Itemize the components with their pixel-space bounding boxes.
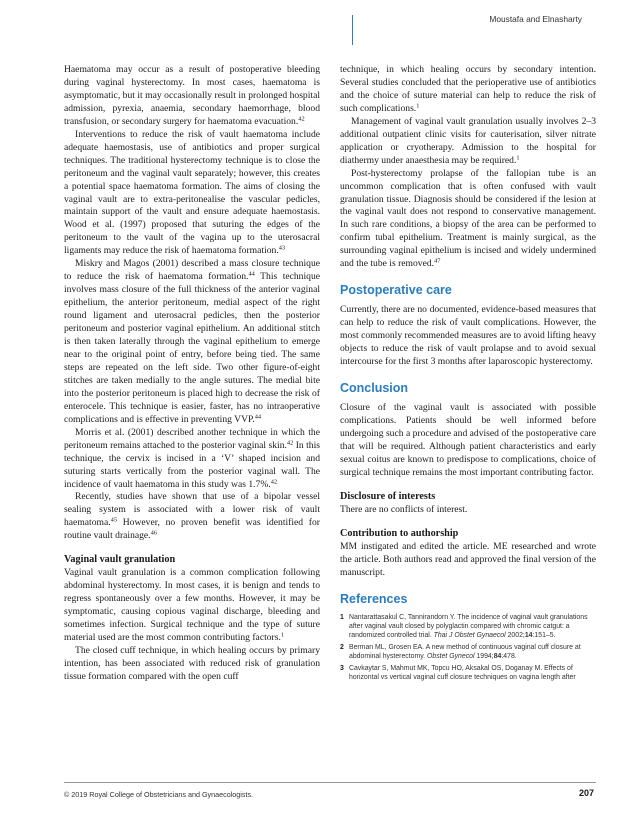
paragraph: Morris et al. (2001) described another technique in which the peritoneum remains attached to the posterior vaginal skin.$^{42}$ In this technique, the cervix is incised in a ‘V’ shaped incision and suturing starts vertically from the posterior vaginal wall. The incidence of vault haematoma in this study was 1.7%.$^{42}$: [64, 426, 320, 490]
subheading-disclosure-of-interests: Disclosure of interests: [340, 490, 436, 502]
subheading-vaginal-vault-granulation: Vaginal vault granulation: [64, 554, 176, 566]
reference-item: 2 Berman ML, Grosen EA. A new method of continuous vaginal cuff closure at abdominal hysterectomy. Obstet Gynecol 1994;84:478.: [340, 643, 581, 660]
running-head: Moustafa and Elnasharty: [489, 14, 582, 24]
paragraph: Miskry and Magos (2001) described a mass closure technique to reduce the risk of haematoma formation.$^{44}$ This technique involves mass closure of the full thickness of the anterior vaginal epithelium, the anterior peritoneum, medial aspect of the right round ligament and uterosacral pedicles, then the posterior peritoneum and posterior vaginal epithelium. An additional stitch is then taken laterally through the vaginal epithelium to emerge near to the original point of entry, before being tied. The same steps are repeated on the left side. Two other figure-of-eight stitches are taken medially to the angle sutures. The medial bite into the posterior peritoneum is placed high to decrease the risk of enterocele. This technique is easier, faster, has no intraoperative complications and is effective in preventing VVP.$^{44}$: [64, 258, 320, 425]
reference-item: 1 Nantarattasakul C, Tannirandorn Y. The incidence of vaginal vault granulations after vaginal vault closed by polyglactin compared with chromic catgut: a randomized controlled trial. Thai J Obstet Gynaecol 2002;14:151–5.: [340, 613, 588, 639]
reference-item: 3 Cavkaytar S, Mahmut MK, Topcu HO, Aksakal OS, Doganay M. Effects of horizontal vs vertical vaginal cuff closure techniques on vagina length after: [340, 665, 576, 682]
section-heading-conclusion: Conclusion: [340, 381, 409, 396]
reference-list: [340, 613, 596, 683]
paragraph: Post-hysterectomy prolapse of the fallopian tube is an uncommon complication that is often confused with vault granulation tissue. Diagnosis should be considered if the lesion at the vaginal vault does not respond to conservative management. In such rare conditions, a biopsy of the area can be performed to confirm tubal epithelium. Treatment is mainly surgical, as the surrounding vaginal epithelium is incised and widely undermined and the tube is removed.$^{47}$: [340, 167, 596, 270]
paragraph: Closure of the vaginal vault is associated with possible complications. Patients should be well informed before undergoing such a procedure and advised of the postoperative care that will be required. Although patient characteristics and early sexual coitus are known to predispose to complications, choice of surgical technique remains the most important contributing factor.: [340, 402, 596, 478]
paragraph: Recently, studies have shown that use of a bipolar vessel sealing system is associated with a lower risk of vault haematoma.$^{45}$ However, no proven benefit was identified for routine vault drainage.$^{46}$: [64, 491, 320, 542]
footer-divider: [64, 782, 596, 783]
paragraph: There are no conflicts of interest.: [340, 503, 468, 515]
paragraph: Management of vaginal vault granulation usually involves 2–3 additional outpatient clinic visits for cauterisation, silver nitrate application or cryotherapy. Admission to the hospital for diathermy under anaesthesia may be required.$^1$: [340, 115, 596, 166]
paragraph: Haematoma may occur as a result of postoperative bleeding during vaginal hysterectomy. In most cases, haematoma is asymptomatic, but it may occasionally result in prolonged hospital admission, pyrexia, anaemia, secondary haemorrhage, blood transfusion, or secondary surgery for haematoma evacuation.$^{42}$: [64, 64, 320, 127]
right-column: [340, 64, 596, 685]
paragraph: Vaginal vault granulation is a common complication following abdominal hysterectomy. In most cases, it is benign and tends to regress spontaneously over a few months. However, it may be symptomatic, causing copious vaginal discharge, bleeding and sometimes infection. Surgical technique and the type of suture material used are the most common contributing factors.$^1$: [64, 567, 320, 644]
page-number: 207: [578, 788, 594, 798]
subheading-contribution-to-authorship: Contribution to authorship: [340, 527, 459, 539]
section-heading-postoperative-care: Postoperative care: [340, 283, 452, 298]
copyright-notice: © 2019 Royal College of Obstetricians and Gynaecologists.: [64, 790, 254, 799]
paragraph: technique, in which healing occurs by secondary intention. Several studies concluded that the perioperative use of antibiotics and the choice of suture material can help to reduce the risk of such complications.$^1$: [340, 64, 596, 114]
section-heading-references: References: [340, 591, 408, 606]
header-accent-line: [352, 15, 353, 45]
paragraph: MM instigated and edited the article. ME researched and wrote the article. Both authors read and approved the final version of the manuscript.: [340, 540, 596, 578]
paragraph: Currently, there are no documented, evidence-based measures that can help to reduce the risk of vault complications. However, the most commonly recommended measures are to avoid lifting heavy objects to reduce the risk of vault prolapse and to avoid sexual intercourse for the first 3 months after laparoscopic hysterectomy.: [340, 304, 596, 368]
paragraph: Interventions to reduce the risk of vault haematoma include adequate haemostasis, use of antibiotics and proper surgical techniques. The traditional hysterectomy technique is to close the peritoneum and the vaginal vault separately; however, this creates a potential space haematoma formation. The aims of closing the vaginal vault are to extra-peritonealise the vascular pedicles, maintain support of the vault and ensure adequate haemostasis. Wood et al. (1997) proposed that suturing the edges of the peritoneum to the vault of the vagina up to the uterosacral ligaments may reduce the risk of haematoma formation.$^{43}$: [64, 128, 320, 257]
paragraph: The closed cuff technique, in which healing occurs by primary intention, has been associated with reduced risk of granulation tissue formation compared with the open cuff: [64, 644, 320, 682]
left-column: [64, 64, 320, 684]
